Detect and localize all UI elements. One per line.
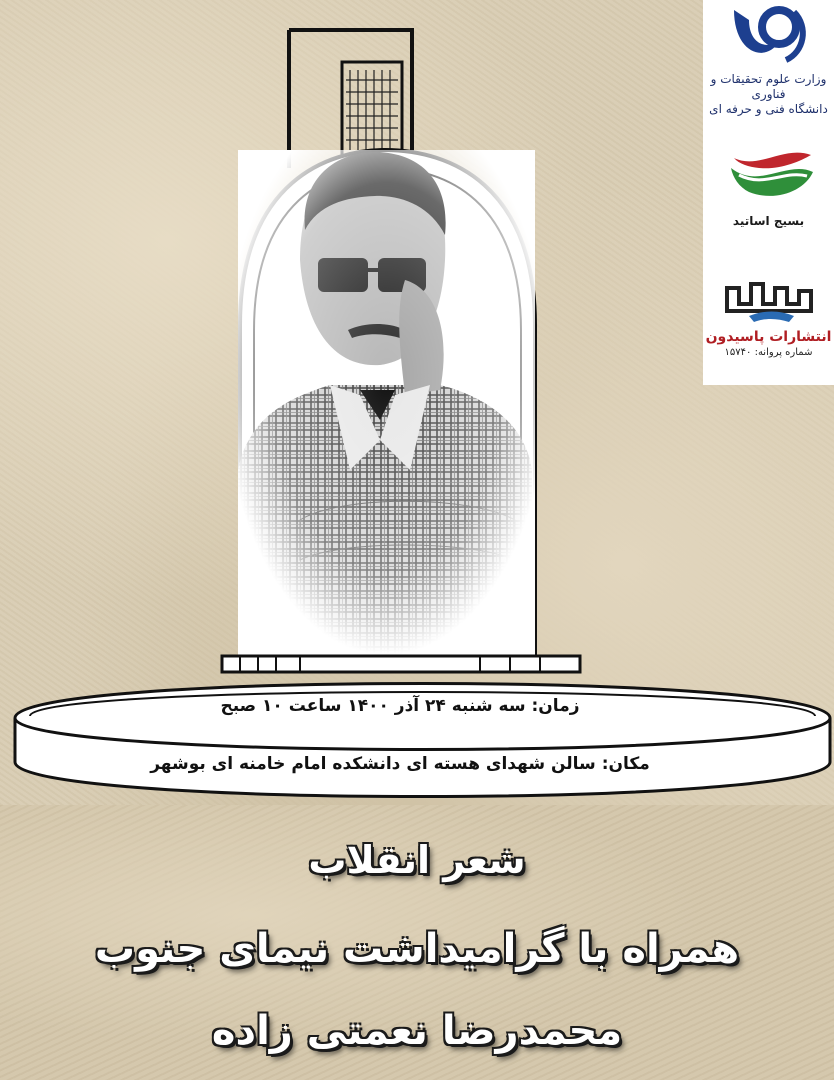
publisher-emblem-icon: [719, 276, 819, 326]
event-time: زمان: سه شنبه ۲۴ آذر ۱۴۰۰ ساعت ۱۰ صبح: [220, 696, 580, 716]
basij-label: بسیج اساتید: [732, 214, 805, 228]
basij-logo: [703, 140, 834, 260]
ministry-emblem-icon: [724, 2, 814, 68]
ministry-name: وزارت علوم تحقیقات و فناوری: [710, 72, 827, 101]
tower-grid: [346, 70, 398, 150]
publisher-logo: [703, 276, 834, 381]
sponsor-logos-panel: [703, 0, 834, 385]
basij-emblem-icon: [719, 140, 819, 210]
ministry-logo: [703, 2, 834, 132]
publisher-license: شماره پروانه: ۱۵۷۴۰: [724, 347, 813, 358]
headline-subtitle: همراه با گرامیداشت نیمای جنوب: [94, 926, 740, 972]
headline-title: شعر انقلاب: [308, 838, 526, 882]
headline-poet-name: محمدرضا نعمتی زاده: [211, 1008, 623, 1054]
portrait-photo: [238, 150, 535, 655]
event-place: مکان: سالن شهدای هسته ای دانشکده امام خامنه ای بوشهر: [150, 754, 650, 774]
university-name: دانشگاه فنی و حرفه ای: [709, 102, 828, 116]
publisher-name: انتشارات پاسیدون: [705, 329, 832, 345]
monument-base: [222, 656, 580, 672]
